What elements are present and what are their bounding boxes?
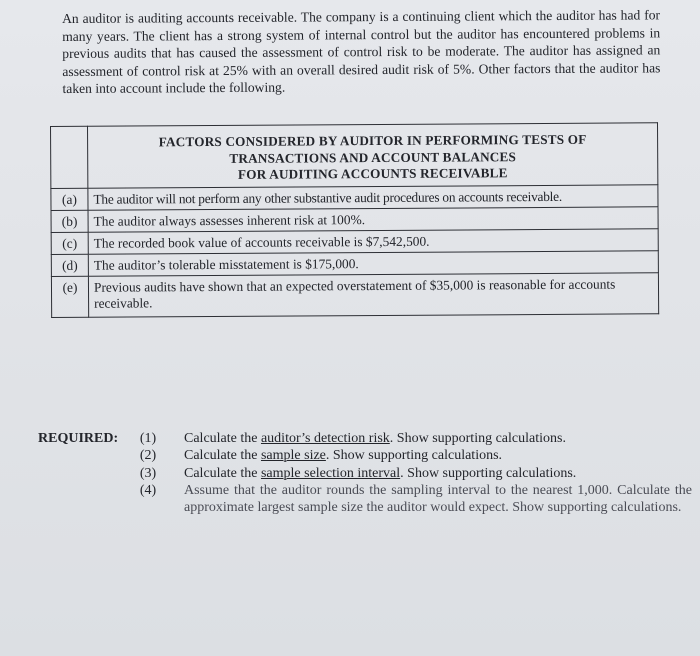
- row-text: The auditor will not perform any other substantive audit procedures on accounts receivable.: [88, 184, 658, 209]
- row-letter: (b): [51, 210, 88, 232]
- item-term: auditor’s detection risk: [260, 431, 390, 446]
- required-numbers: [134, 430, 162, 499]
- row-text: The auditor’s tolerable misstatement is $175,000.: [88, 250, 658, 275]
- required-number: (1): [139, 431, 157, 446]
- required-number: (2): [139, 448, 157, 464]
- table-heading: [88, 123, 658, 188]
- table-header-row: [51, 123, 658, 188]
- row-text: The auditor always assesses inherent risk at 100%.: [88, 206, 658, 231]
- factors-table: [50, 122, 659, 317]
- item-text: . Show supporting calculations.: [389, 431, 566, 446]
- intro-paragraph: An auditor is auditing accounts receivable. The company is a continuing client which the auditor has had for many years. The client has a strong system of internal control but the auditor has encountered problems in previous audits that has caused the assessment of control risk to be moderate. The auditor has assigned an assessment of control risk at 25% with an overall desired audit risk of 5%. Other factors that the auditor has taken into account include the following.: [62, 7, 661, 96]
- required-number: (4): [139, 482, 157, 498]
- item-text: . Show supporting calculations.: [400, 465, 577, 481]
- table-heading-line-1: FACTORS CONSIDERED BY AUDITOR IN PERFORMING TESTS OF: [158, 131, 587, 150]
- item-text: Calculate the: [184, 431, 261, 446]
- required-items: [184, 430, 692, 516]
- row-text: The recorded book value of accounts receivable is $7,542,500.: [88, 228, 658, 253]
- required-item-4: Assume that the auditor rounds the sampling interval to the nearest 1,000. Calculate the approximate largest sample size the auditor would expect. Show supporting calculations.: [184, 482, 692, 516]
- item-text: . Show supporting calculations.: [325, 448, 503, 464]
- required-item-1: [184, 430, 692, 447]
- row-letter: (d): [51, 254, 88, 276]
- row-letter: (a): [51, 188, 88, 210]
- header-blank-cell: [51, 126, 88, 188]
- required-label: REQUIRED:: [38, 431, 119, 446]
- row-letter: (e): [51, 276, 88, 317]
- item-text: Calculate the: [184, 465, 261, 481]
- table-heading-line-2: TRANSACTIONS AND ACCOUNT BALANCES: [229, 148, 517, 166]
- row-letter: (c): [51, 232, 88, 254]
- required-item-2: [184, 447, 692, 464]
- required-number: (3): [139, 465, 157, 481]
- item-term: sample selection interval: [260, 465, 401, 481]
- row-text: Previous audits have shown that an expected overstatement of $35,000 is reasonable for accounts receivable.: [88, 272, 658, 316]
- item-text: Calculate the: [184, 448, 261, 464]
- table-heading-line-3: FOR AUDITING ACCOUNTS RECEIVABLE: [237, 165, 508, 182]
- required-item-3: [184, 465, 692, 482]
- item-term: sample size: [260, 448, 326, 464]
- table-row: [51, 272, 658, 317]
